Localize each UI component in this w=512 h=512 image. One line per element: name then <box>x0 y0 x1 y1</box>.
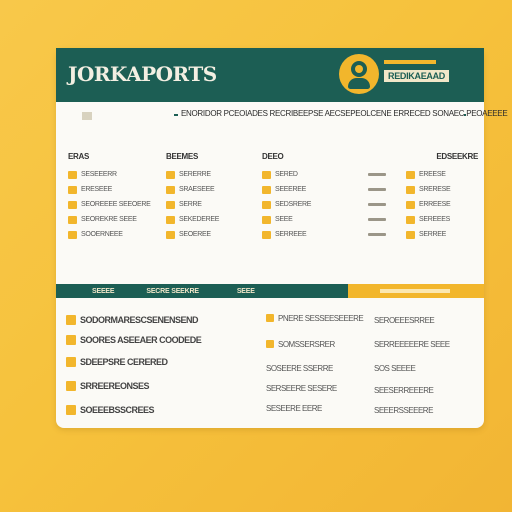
item-label: SOSEERE SSERRE <box>266 363 333 373</box>
item-label: SDEEPSRE CERERED <box>80 357 168 367</box>
column-3 <box>262 152 356 243</box>
divider-highlight <box>348 284 484 298</box>
item-label: SRAESEEE <box>179 186 215 193</box>
item-label: SERRE <box>179 201 202 208</box>
item-label: SEOREEEE SEEOERE <box>81 201 151 208</box>
list-item[interactable] <box>266 362 333 374</box>
list-item[interactable] <box>66 380 149 392</box>
bullet-icon <box>68 231 77 239</box>
list-item[interactable] <box>266 402 322 414</box>
value-bar <box>368 188 386 191</box>
bullet-icon <box>406 216 415 224</box>
subheader-marker <box>82 112 92 120</box>
item-label: SODORMARESCSENENSEND <box>80 315 199 325</box>
app-brand: JORKAPORTS <box>68 62 217 86</box>
item-label: SEOREKRE SEEE <box>81 216 137 223</box>
item-label: EREESE <box>419 171 446 178</box>
item-label: SERED <box>275 171 298 178</box>
bullet-icon <box>406 201 415 209</box>
value-bar <box>368 173 386 176</box>
item-label: SOMSSERSRER <box>278 339 335 349</box>
item-label: SRERESE <box>419 186 451 193</box>
item-label: SEEEREE <box>275 186 306 193</box>
item-label: SEESERREEERE <box>374 385 434 395</box>
list-item[interactable] <box>66 356 168 368</box>
list-item[interactable] <box>166 213 256 226</box>
list-item[interactable] <box>68 198 162 211</box>
bullet-icon <box>166 231 175 239</box>
section-divider <box>56 284 484 298</box>
divider-label: SEEE <box>236 287 255 295</box>
item-label: ERREESE <box>419 201 451 208</box>
list-item[interactable] <box>368 198 478 211</box>
bullet-icon <box>406 231 415 239</box>
item-label: SEEE <box>275 216 293 223</box>
list-item[interactable] <box>68 213 162 226</box>
bullet-icon <box>68 216 77 224</box>
list-item[interactable] <box>262 213 356 226</box>
bullet-icon <box>68 186 77 194</box>
highlight-bar <box>380 289 450 293</box>
header-bar <box>384 60 436 64</box>
item-label: SEKEDEREE <box>179 216 220 223</box>
list-item[interactable] <box>266 312 363 324</box>
bullet-icon <box>166 216 175 224</box>
list-item[interactable] <box>374 314 434 326</box>
column-1 <box>68 152 162 243</box>
avatar[interactable] <box>339 54 379 94</box>
list-item[interactable] <box>166 168 256 181</box>
list-item[interactable] <box>66 404 154 416</box>
list-item[interactable] <box>166 198 256 211</box>
bullet-icon <box>166 171 175 179</box>
item-label: SESEEERR <box>81 171 117 178</box>
value-bar <box>368 233 386 236</box>
list-item[interactable] <box>374 404 433 416</box>
list-item[interactable] <box>368 228 478 241</box>
item-label: SOORES ASEEAER COODEDE <box>80 335 202 345</box>
user-icon <box>351 61 367 77</box>
list-item[interactable] <box>262 183 356 196</box>
item-label: SERSEERE SESERE <box>266 383 337 393</box>
item-label: SOEEEBSSCREES <box>80 405 155 415</box>
app-header <box>56 48 484 102</box>
bullet-icon <box>66 381 76 391</box>
item-label: SOS SEEEE <box>374 363 416 373</box>
list-item[interactable] <box>368 168 478 181</box>
bullet-icon <box>262 171 271 179</box>
item-label: SEROEEESRREE <box>374 315 435 325</box>
item-label: SEOEREE <box>179 231 211 238</box>
item-label: SEEERSSEEERE <box>374 405 433 415</box>
subheader-text: ENORIDOR PCEOIADES RECRIBEEPSE AECSEPEOLCENE ERRECED SONAEC PEOAEEEE <box>178 109 464 118</box>
list-item[interactable] <box>262 168 356 181</box>
list-item[interactable] <box>374 384 433 396</box>
list-item[interactable] <box>262 198 356 211</box>
list-item[interactable] <box>68 228 162 241</box>
column-2 <box>166 152 256 243</box>
list-item[interactable] <box>374 338 450 350</box>
bullet-icon <box>262 186 271 194</box>
list-item[interactable] <box>66 334 201 346</box>
bullet-icon <box>68 171 77 179</box>
bullet-icon <box>68 201 77 209</box>
item-label: SERREEEEERE SEEE <box>374 339 450 349</box>
divider-label: SECRE SEEKRE <box>146 287 199 295</box>
list-item[interactable] <box>368 213 478 226</box>
value-bar <box>368 218 386 221</box>
bullet-icon <box>406 186 415 194</box>
bullet-icon <box>266 340 274 348</box>
item-label: SERERRE <box>179 171 211 178</box>
bullet-icon <box>262 201 271 209</box>
list-item[interactable] <box>262 228 356 241</box>
column-4 <box>368 152 478 243</box>
item-label: SRREEREONSES <box>80 381 150 391</box>
bullet-icon <box>266 314 274 322</box>
bullet-icon <box>166 201 175 209</box>
list-item[interactable] <box>266 338 335 350</box>
bullet-icon <box>66 405 76 415</box>
column-heading: BEEMES <box>166 152 198 161</box>
value-bar <box>368 203 386 206</box>
report-card <box>56 48 508 428</box>
column-heading: EDSEEKRE <box>436 152 478 161</box>
list-item[interactable] <box>368 183 478 196</box>
list-item[interactable] <box>374 362 415 374</box>
list-item[interactable] <box>266 382 337 394</box>
bullet-icon <box>262 216 271 224</box>
item-label: PNERE SESSEESEEERE <box>278 313 364 323</box>
item-label: SOOERNEEE <box>81 231 123 238</box>
list-item[interactable] <box>68 183 162 196</box>
bullet-icon <box>66 357 76 367</box>
bullet-icon <box>262 231 271 239</box>
item-label: SEREEES <box>419 216 450 223</box>
list-item[interactable] <box>166 228 256 241</box>
item-label: SEDSRERE <box>275 201 312 208</box>
divider-label: SEEEE <box>92 287 115 295</box>
item-label: SESEERE EERE <box>266 403 322 413</box>
bullet-icon <box>406 171 415 179</box>
list-item[interactable] <box>166 183 256 196</box>
item-label: SERREEE <box>275 231 307 238</box>
subheader <box>56 108 508 124</box>
list-item[interactable] <box>66 314 198 326</box>
user-icon-body <box>348 78 370 89</box>
item-label: SERREE <box>419 231 446 238</box>
bullet-icon <box>66 335 76 345</box>
bullet-icon <box>166 186 175 194</box>
column-heading: ERAS <box>68 152 90 161</box>
column-heading: DEEO <box>262 152 284 161</box>
header-label: REDIKAEAAD <box>384 70 449 82</box>
list-item[interactable] <box>68 168 162 181</box>
item-label: ERESEEE <box>81 186 112 193</box>
bullet-icon <box>66 315 76 325</box>
